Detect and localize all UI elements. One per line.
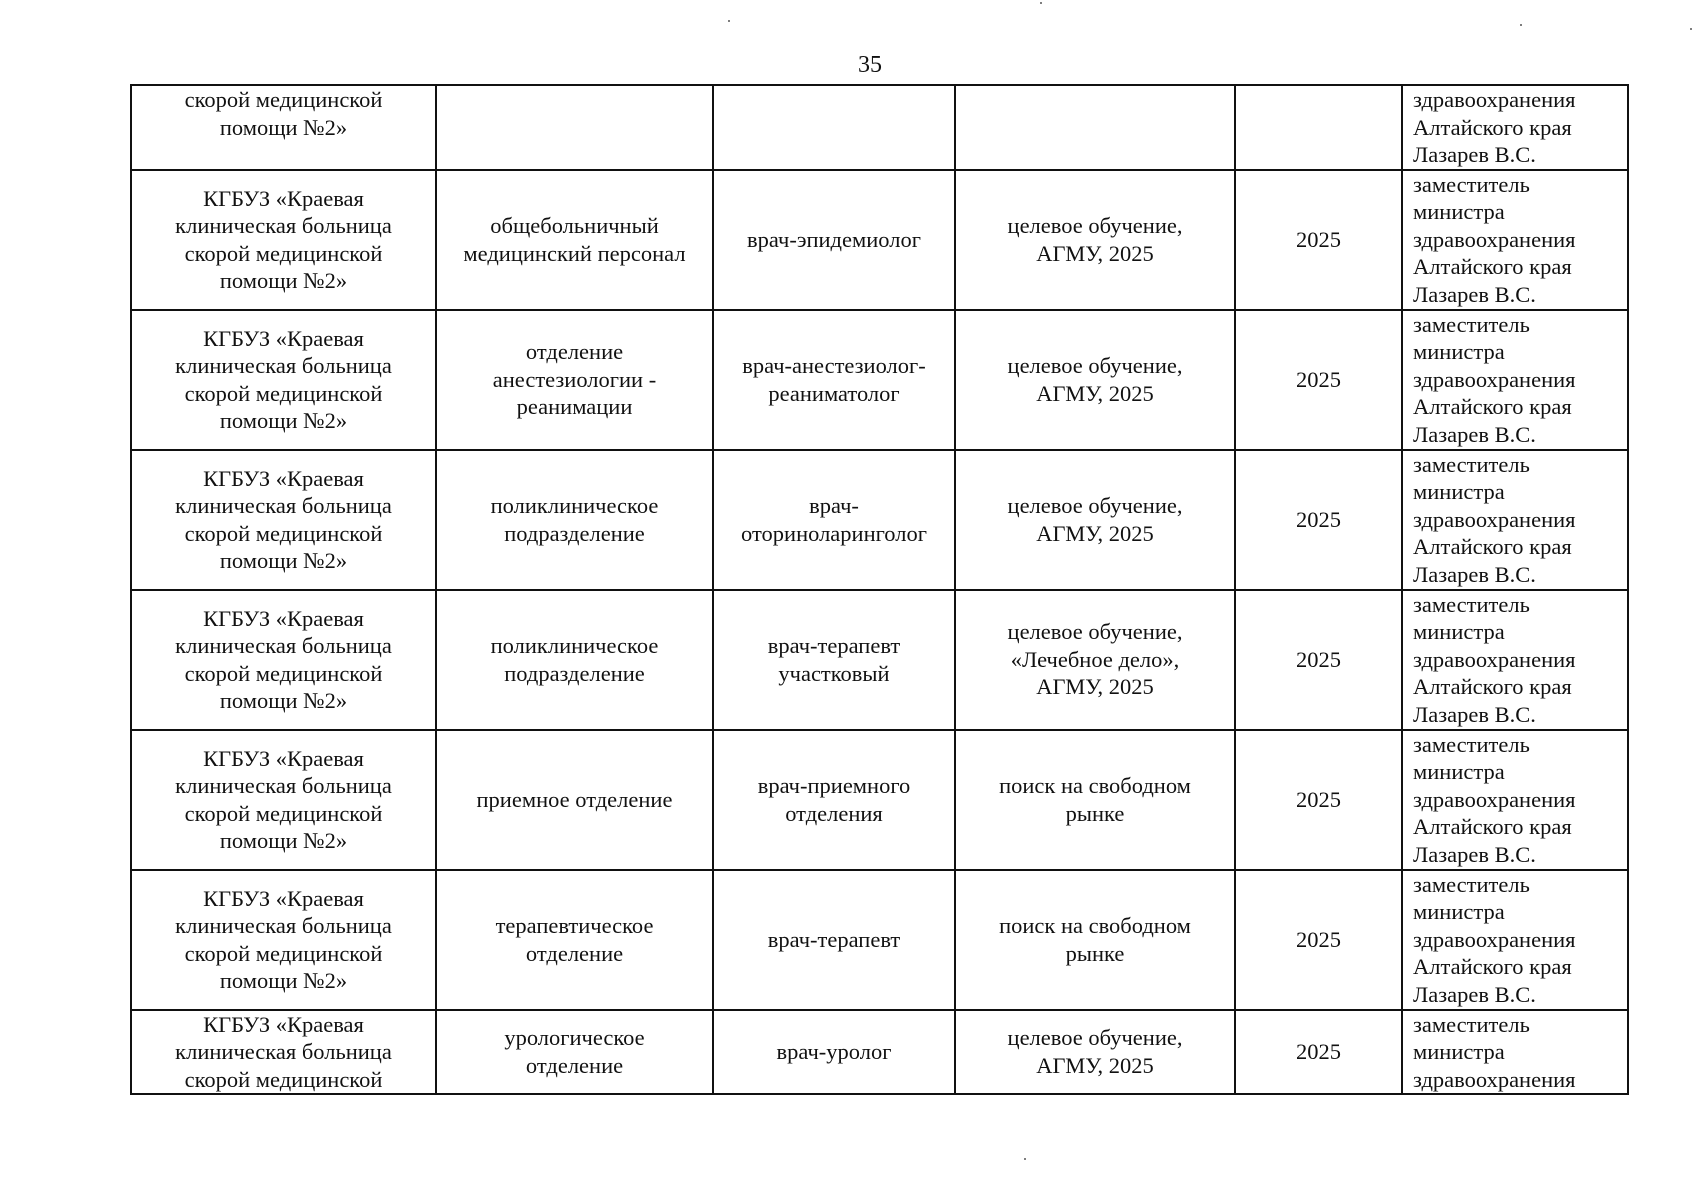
year-cell: 2025 [1235, 170, 1402, 310]
staffing-table [130, 84, 1629, 1095]
table-row [131, 450, 1628, 590]
position-cell: врач-терапевт [713, 870, 955, 1010]
unit-cell: общебольничный медицинский персонал [436, 170, 713, 310]
scan-speck [1690, 28, 1692, 30]
table-row [131, 590, 1628, 730]
responsible-cell: заместитель министра здравоохранения Алтайского края Лазарев В.С. [1402, 590, 1628, 730]
year-cell: 2025 [1235, 870, 1402, 1010]
method-cell [955, 85, 1235, 170]
year-cell: 2025 [1235, 450, 1402, 590]
unit-cell: поликлиническое подразделение [436, 450, 713, 590]
position-cell: врач-терапевт участковый [713, 590, 955, 730]
position-cell: врач-приемного отделения [713, 730, 955, 870]
org-cell: КГБУЗ «Краевая клиническая больница скорой медицинской помощи №2» [131, 450, 436, 590]
responsible-cell: заместитель министра здравоохранения Алтайского края Лазарев В.С. [1402, 730, 1628, 870]
org-cell: скорой медицинской помощи №2» [131, 85, 436, 170]
year-cell: 2025 [1235, 1010, 1402, 1095]
responsible-cell: здравоохранения Алтайского края Лазарев В.С. [1402, 85, 1628, 170]
responsible-cell: заместитель министра здравоохранения Алтайского края Лазарев В.С. [1402, 870, 1628, 1010]
year-cell: 2025 [1235, 310, 1402, 450]
responsible-cell: заместитель министра здравоохранения Алтайского края Лазарев В.С. [1402, 170, 1628, 310]
org-cell: КГБУЗ «Краевая клиническая больница скорой медицинской помощи №2» [131, 170, 436, 310]
unit-cell: урологическое отделение [436, 1010, 713, 1095]
org-cell: КГБУЗ «Краевая клиническая больница скорой медицинской помощи №2» [131, 590, 436, 730]
org-cell: КГБУЗ «Краевая клиническая больница скорой медицинской помощи №2» [131, 870, 436, 1010]
unit-cell: отделение анестезиологии - реанимации [436, 310, 713, 450]
table-row [131, 85, 1628, 170]
position-cell: врач-уролог [713, 1010, 955, 1095]
responsible-cell: заместитель министра здравоохранения Алтайского края Лазарев В.С. [1402, 450, 1628, 590]
year-cell [1235, 85, 1402, 170]
responsible-cell: заместитель министра здравоохранения Алтайского края Лазарев В.С. [1402, 310, 1628, 450]
table-row [131, 170, 1628, 310]
scan-speck [728, 20, 730, 22]
method-cell: целевое обучение, АГМУ, 2025 [955, 310, 1235, 450]
org-cell: КГБУЗ «Краевая клиническая больница скорой медицинской помощи №2» [131, 310, 436, 450]
position-cell [713, 85, 955, 170]
responsible-cell: заместитель министра здравоохранения [1402, 1010, 1628, 1095]
unit-cell [436, 85, 713, 170]
unit-cell: приемное отделение [436, 730, 713, 870]
table-row [131, 1010, 1628, 1095]
method-cell: целевое обучение, АГМУ, 2025 [955, 1010, 1235, 1095]
method-cell: поиск на свободном рынке [955, 730, 1235, 870]
org-cell: КГБУЗ «Краевая клиническая больница скорой медицинской [131, 1010, 436, 1095]
method-cell: целевое обучение, АГМУ, 2025 [955, 170, 1235, 310]
year-cell: 2025 [1235, 730, 1402, 870]
year-cell: 2025 [1235, 590, 1402, 730]
table-row [131, 730, 1628, 870]
scan-speck [1520, 24, 1522, 26]
page-number: 35 [858, 52, 882, 78]
table-row [131, 310, 1628, 450]
position-cell: врач- оториноларинголог [713, 450, 955, 590]
position-cell: врач-эпидемиолог [713, 170, 955, 310]
unit-cell: терапевтическое отделение [436, 870, 713, 1010]
position-cell: врач-анестезиолог- реаниматолог [713, 310, 955, 450]
scan-speck [1040, 2, 1042, 4]
method-cell: целевое обучение, «Лечебное дело», АГМУ, 2025 [955, 590, 1235, 730]
table-row [131, 870, 1628, 1010]
org-cell: КГБУЗ «Краевая клиническая больница скорой медицинской помощи №2» [131, 730, 436, 870]
method-cell: поиск на свободном рынке [955, 870, 1235, 1010]
method-cell: целевое обучение, АГМУ, 2025 [955, 450, 1235, 590]
unit-cell: поликлиническое подразделение [436, 590, 713, 730]
scan-speck [1024, 1158, 1026, 1160]
